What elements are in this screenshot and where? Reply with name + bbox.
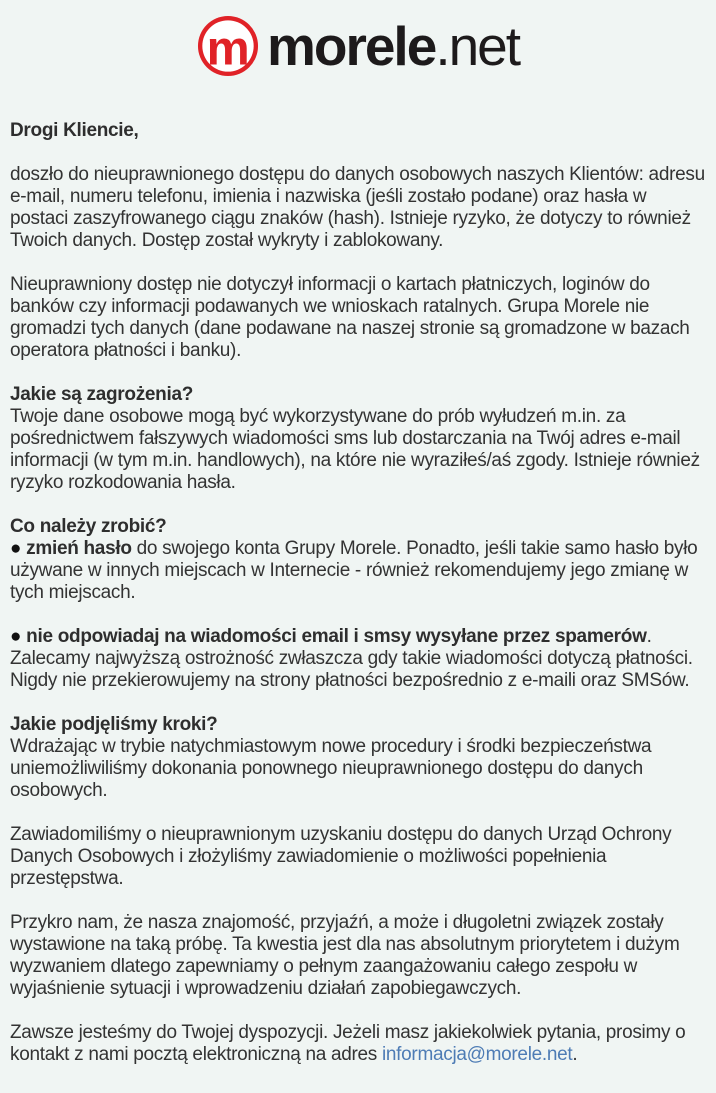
contact-period: . — [572, 1044, 578, 1065]
brand-text-net: .net — [435, 15, 520, 77]
section-threats — [10, 384, 706, 494]
section-what-to-do — [10, 516, 706, 604]
steps-heading: Jakie podjęliśmy kroki? — [10, 714, 218, 735]
threats-heading: Jakie są zagrożenia? — [10, 384, 194, 405]
morele-logo — [10, 8, 706, 84]
contact-text: Zawsze jesteśmy do Twojej dyspozycji. Jeżeli masz jakiekolwiek pytania, prosimy o kontakt z nami pocztą elektroniczną na adres — [10, 1022, 686, 1065]
paragraph-contact — [10, 1022, 706, 1066]
contact-email-link[interactable]: informacja@morele.net — [381, 1044, 573, 1065]
what-to-do-heading: Co należy zrobić? — [10, 516, 167, 537]
bullet1-rest-text: do swojego konta Grupy Morele. Ponadto, jeśli takie samo hasło było używane w innych miejscach w Internecie - również rekomendujemy jego zmianę w tych miejscach. — [10, 538, 698, 603]
paragraph-data-not-affected: Nieuprawniony dostęp nie dotyczył informacji o kartach płatniczych, loginów do banków czy informacji podawanych we wnioskach ratalnych. Grupa Morele nie gromadzi tych danych (dane podawane na naszej stronie są gromadzone w bazach operatora płatności i banku). — [10, 274, 690, 361]
bullet2-paragraph — [10, 626, 706, 692]
greeting: Drogi Kliencie, — [10, 120, 139, 141]
threats-text: Twoje dane osobowe mogą być wykorzystywane do prób wyłudzeń m.in. za pośrednictwem fałszywych wiadomości sms lub dostarczania na Twój adres e-mail informacji (w tym m.in. handlowych), na które nie wyraziłeś/aś zgody. Istnieje również ryzyko rozkodowania hasła. — [10, 406, 700, 493]
paragraph-breach-description: doszło do nieuprawnionego dostępu do danych osobowych naszych Klientów: adresu e-mail, numeru telefonu, imienia i nazwiska (jeśli zostało podane) oraz hasła w postaci zaszyfrowanego ciągu znaków (hash). Istnieje ryzyko, że dotyczy to również Twoich danych. Dostęp został wykryty i zablokowany. — [10, 164, 705, 251]
bullet-icon: ● — [10, 626, 22, 647]
brand-wordmark — [267, 15, 519, 77]
brand-text-morele: morele — [266, 15, 436, 77]
bullet-icon: ● — [10, 538, 22, 559]
bullet2-bold-text: nie odpowiadaj na wiadomości email i smsy wysyłane przez spamerów — [26, 626, 647, 647]
steps-text: Wdrażając w trybie natychmiastowym nowe procedury i środki bezpieczeństwa uniemożliwiliśmy dokonania ponownego nieuprawnionego dostępu do danych osobowych. — [10, 736, 652, 801]
section-steps-taken — [10, 714, 706, 802]
morele-m-icon — [197, 15, 259, 77]
paragraph-apology: Przykro nam, że nasza znajomość, przyjaźń, a może i długoletni związek zostały wystawione na taką próbę. Ta kwestia jest dla nas absolutnym priorytetem i dużym wyzwaniem dlatego zapewniamy o pełnym zaangażowaniu całego zespołu w wyjaśnienie sytuacji i wprowadzeniu działań zapobiegawczych. — [10, 912, 680, 999]
bullet2-rest-text: . Zalecamy najwyższą ostrożność zwłaszcza gdy takie wiadomości dotyczą płatności. Nigdy nie przekierowujemy na strony płatności bezpośrednio z e-maili oraz SMSów. — [10, 626, 693, 691]
svg-text:m: m — [206, 21, 250, 76]
bullet1-bold-text: zmień hasło — [26, 538, 132, 559]
paragraph-authorities-notified: Zawiadomiliśmy o nieuprawnionym uzyskaniu dostępu do danych Urząd Ochrony Danych Osobowych i złożyliśmy zawiadomienie o możliwości popełnienia przestępstwa. — [10, 824, 672, 889]
